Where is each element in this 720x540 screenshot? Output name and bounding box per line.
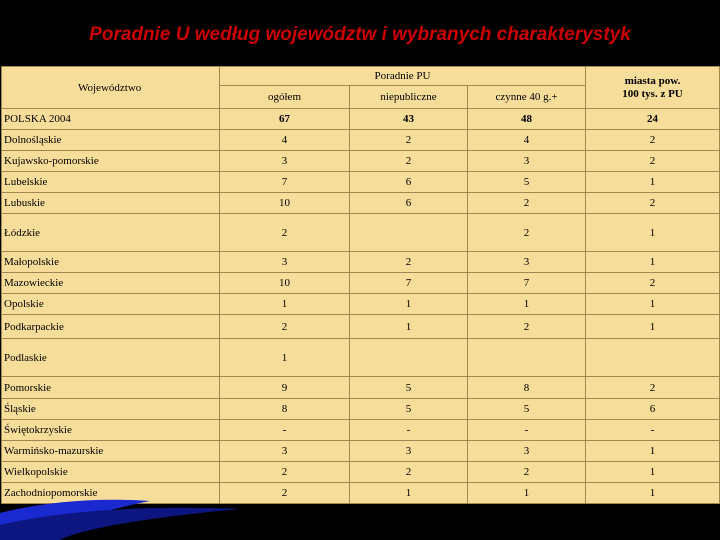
table-row [2,294,720,315]
value-active: 2 [468,193,586,214]
value-cities: 1 [586,315,720,339]
value-cities: 2 [586,130,720,151]
value-private: 6 [350,193,468,214]
value-total: 7 [220,172,350,193]
value-active: 3 [468,151,586,172]
value-cities: 1 [586,462,720,483]
header-row-1 [2,67,720,86]
value-total: 10 [220,193,350,214]
value-total: 67 [220,109,350,130]
region-name: Śląskie [2,399,220,420]
region-name: Kujawsko-pomorskie [2,151,220,172]
value-cities: 6 [586,399,720,420]
table-row [2,399,720,420]
value-active: 5 [468,399,586,420]
value-total: 2 [220,483,350,504]
header-cities [586,67,720,109]
value-active: 2 [468,315,586,339]
value-private: 2 [350,252,468,273]
region-name: Pomorskie [2,377,220,399]
table-row [2,109,720,130]
value-total: 1 [220,294,350,315]
table-row [2,315,720,339]
table-row [2,441,720,462]
value-active: 3 [468,252,586,273]
data-table [1,66,720,504]
value-active: 4 [468,130,586,151]
value-active: 1 [468,294,586,315]
value-private: - [350,420,468,441]
table-row [2,420,720,441]
value-total: 2 [220,315,350,339]
value-cities: 1 [586,172,720,193]
table-row [2,130,720,151]
value-total: - [220,420,350,441]
region-name: Podlaskie [2,339,220,377]
value-active: - [468,420,586,441]
region-name: Łódzkie [2,214,220,252]
region-name: Dolnośląskie [2,130,220,151]
value-total: 3 [220,151,350,172]
value-private: 5 [350,399,468,420]
value-private: 3 [350,441,468,462]
value-cities: 2 [586,151,720,172]
value-active: 3 [468,441,586,462]
value-private: 2 [350,462,468,483]
region-name: Warmińsko-mazurskie [2,441,220,462]
region-name: Świętokrzyskie [2,420,220,441]
value-cities: 1 [586,294,720,315]
value-active: 48 [468,109,586,130]
table-row [2,462,720,483]
value-private [350,339,468,377]
slide-title: Poradnie U według województw i wybranych charakterystyk [89,24,631,45]
header-cities-line1: miasta pow. [624,74,681,87]
region-name: Wielkopolskie [2,462,220,483]
value-total: 9 [220,377,350,399]
value-active: 7 [468,273,586,294]
value-cities: 1 [586,252,720,273]
value-private: 43 [350,109,468,130]
header-private: niepubliczne [350,86,468,109]
region-name: Podkarpackie [2,315,220,339]
value-active: 5 [468,172,586,193]
value-total: 2 [220,214,350,252]
table-row [2,339,720,377]
region-name: POLSKA 2004 [2,109,220,130]
value-cities: - [586,420,720,441]
value-private: 5 [350,377,468,399]
decorative-swoosh [0,495,720,540]
region-name: Lubuskie [2,193,220,214]
value-private: 7 [350,273,468,294]
value-active: 8 [468,377,586,399]
value-private: 1 [350,294,468,315]
table-row [2,214,720,252]
value-cities: 2 [586,377,720,399]
value-total: 3 [220,252,350,273]
value-active [468,339,586,377]
table-row [2,252,720,273]
value-total: 2 [220,462,350,483]
table-row [2,193,720,214]
value-private: 2 [350,151,468,172]
value-total: 3 [220,441,350,462]
value-cities: 1 [586,483,720,504]
value-private: 2 [350,130,468,151]
value-private: 6 [350,172,468,193]
value-cities: 2 [586,273,720,294]
table-row [2,377,720,399]
header-active: czynne 40 g.+ [468,86,586,109]
value-total: 4 [220,130,350,151]
value-cities: 1 [586,441,720,462]
region-name: Małopolskie [2,252,220,273]
value-active: 2 [468,462,586,483]
header-region: Województwo [2,67,220,109]
value-total: 8 [220,399,350,420]
table-row [2,273,720,294]
value-active: 1 [468,483,586,504]
region-name: Zachodniopomorskie [2,483,220,504]
value-cities: 24 [586,109,720,130]
value-cities: 1 [586,214,720,252]
value-total: 1 [220,339,350,377]
value-private: 1 [350,315,468,339]
region-name: Mazowieckie [2,273,220,294]
table-row [2,151,720,172]
value-private [350,214,468,252]
value-cities: 2 [586,193,720,214]
header-cities-line2: 100 tys. z PU [622,87,683,100]
value-total: 10 [220,273,350,294]
region-name: Lubelskie [2,172,220,193]
table-row [2,172,720,193]
region-name: Opolskie [2,294,220,315]
value-private: 1 [350,483,468,504]
header-total: ogółem [220,86,350,109]
value-active: 2 [468,214,586,252]
value-cities [586,339,720,377]
header-group-poradnie: Poradnie PU [220,67,586,86]
